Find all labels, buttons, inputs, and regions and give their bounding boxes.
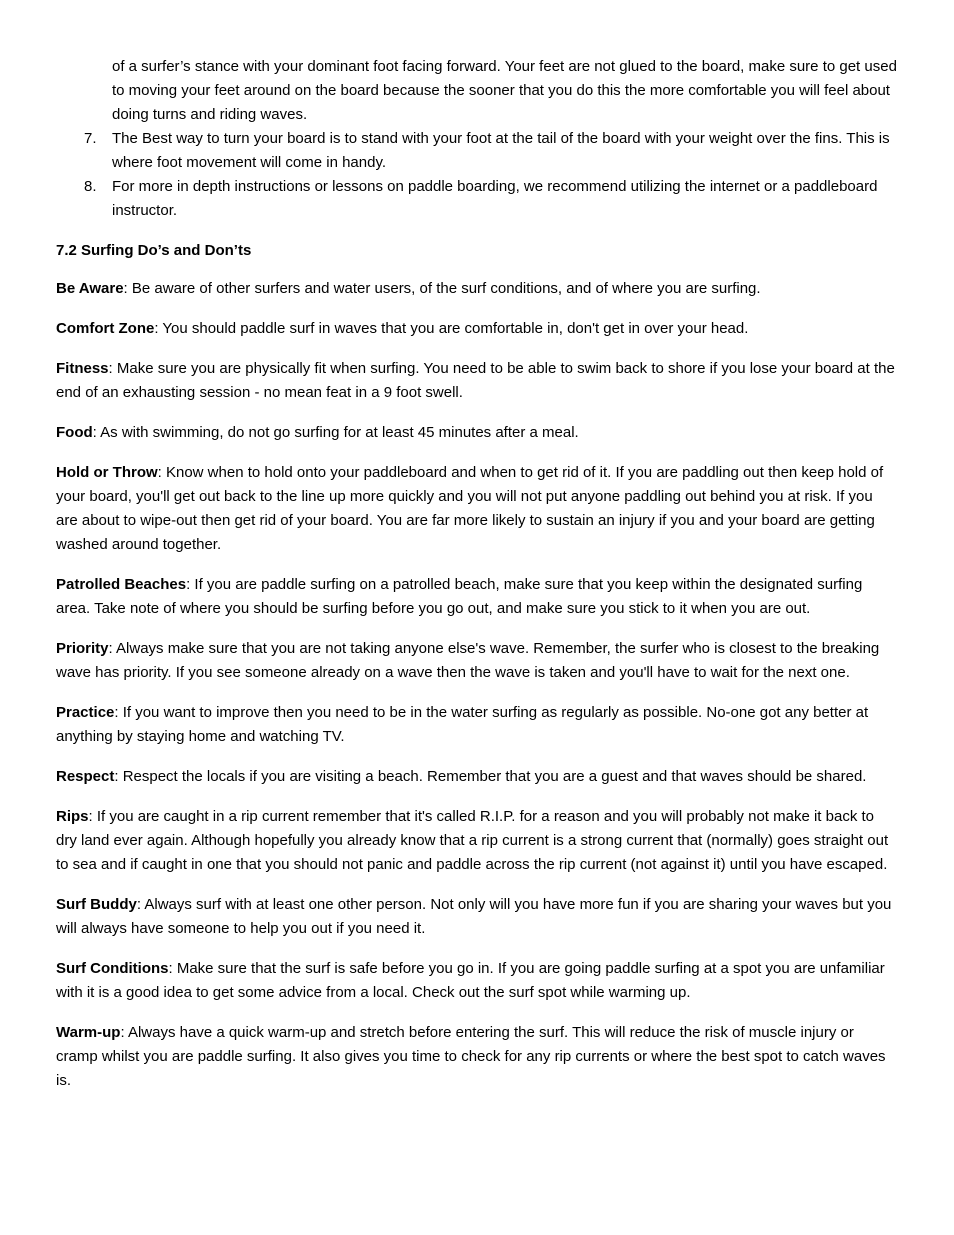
tip-paragraph: [56, 317, 898, 341]
tip-paragraph: [56, 893, 898, 941]
tip-term: Surf Buddy: [56, 896, 137, 913]
list-item-text: For more in depth instructions or lessons on paddle boarding, we recommend utilizing the internet or a paddleboard instructor.: [112, 178, 878, 219]
tip-paragraph: [56, 637, 898, 685]
tip-paragraph: [56, 765, 898, 789]
tip-paragraph: [56, 805, 898, 877]
tip-term: Be Aware: [56, 280, 124, 297]
instruction-list: [56, 127, 898, 223]
tip-term: Practice: [56, 704, 115, 721]
tip-term: Food: [56, 424, 93, 441]
tip-paragraph: [56, 1021, 898, 1093]
tip-text: : Be aware of other surfers and water users, of the surf conditions, and of where you are surfing.: [123, 280, 761, 297]
tip-text: : Always have a quick warm-up and stretch before entering the surf. This will reduce the risk of muscle injury or cramp whilst you are paddle surfing. It also gives you time to check for any rip currents or where the best spot to catch waves is.: [56, 1024, 886, 1089]
tip-term: Surf Conditions: [56, 960, 169, 977]
tip-term: Fitness: [56, 360, 109, 377]
tip-term: Patrolled Beaches: [56, 576, 187, 593]
list-item: [56, 127, 898, 175]
tip-text: : Always surf with at least one other person. Not only will you have more fun if you are sharing your waves but you will always have someone to help you out if you need it.: [56, 896, 892, 937]
tip-text: : Respect the locals if you are visiting a beach. Remember that you are a guest and that waves should be shared.: [114, 768, 867, 785]
tip-term: Rips: [56, 808, 89, 825]
tip-paragraph: [56, 461, 898, 557]
tip-term: Comfort Zone: [56, 320, 155, 337]
tip-paragraph: [56, 701, 898, 749]
tip-text: : As with swimming, do not go surfing for at least 45 minutes after a meal.: [92, 424, 579, 441]
list-item: [56, 175, 898, 223]
tip-paragraph: [56, 421, 898, 445]
tip-paragraph: [56, 277, 898, 301]
tip-paragraph: [56, 357, 898, 405]
tip-text: : Know when to hold onto your paddleboard and when to get rid of it. If you are paddling out then keep hold of your board, you'll get out back to the line up more quickly and you will not put anyone paddling out behind you at risk. If you are about to wipe-out then get rid of your board. You are far more likely to sustain an injury if you and your board are getting washed around together.: [56, 464, 884, 553]
tip-text: : If you are paddle surfing on a patrolled beach, make sure that you keep within the designated surfing area. Take note of where you should be surfing before you go out, and make sure you stick to it when you are out.: [56, 576, 863, 617]
tip-term: Respect: [56, 768, 115, 785]
section-heading: 7.2 Surfing Do’s and Don’ts: [56, 242, 252, 259]
tip-term: Priority: [56, 640, 109, 657]
tip-term: Warm-up: [56, 1024, 121, 1041]
list-item-text: The Best way to turn your board is to stand with your foot at the tail of the board with your weight over the fins. This is where foot movement will come in handy.: [112, 130, 890, 171]
tip-text: : Always make sure that you are not taking anyone else's wave. Remember, the surfer who is closest to the breaking wave has priority. If you see someone already on a wave then the wave is taken and you'll have to wait for the next one.: [56, 640, 880, 681]
tip-term: Hold or Throw: [56, 464, 158, 481]
tip-text: : You should paddle surf in waves that you are comfortable in, don't get in over your head.: [154, 320, 749, 337]
tip-text: : Make sure that the surf is safe before you go in. If you are going paddle surfing at a spot you are unfamiliar with it is a good idea to get some advice from a local. Check out the surf spot while warming up.: [56, 960, 885, 1001]
list-item-number: 7.: [84, 130, 97, 147]
tip-text: : If you are caught in a rip current remember that it's called R.I.P. for a reason and you will probably not make it back to dry land ever again. Although hopefully you already know that a rip current is a strong current that (normally) goes straight out to sea and if caught in one that you should not panic and paddle across the rip current (not against it) until you have escaped.: [56, 808, 889, 873]
tip-paragraph: [56, 957, 898, 1005]
continued-paragraph: of a surfer’s stance with your dominant foot facing forward. Your feet are not glued to the board, make sure to get used to moving your feet around on the board because the sooner that you do this the more comfortable you will feel about doing turns and riding waves.: [112, 58, 897, 123]
tip-text: : Make sure you are physically fit when surfing. You need to be able to swim back to shore if you lose your board at the end of an exhausting session - no mean feat in a 9 foot swell.: [56, 360, 895, 401]
tip-paragraph: [56, 573, 898, 621]
tip-text: : If you want to improve then you need to be in the water surfing as regularly as possible. No-one got any better at anything by staying home and watching TV.: [56, 704, 869, 745]
list-item-number: 8.: [84, 178, 97, 195]
